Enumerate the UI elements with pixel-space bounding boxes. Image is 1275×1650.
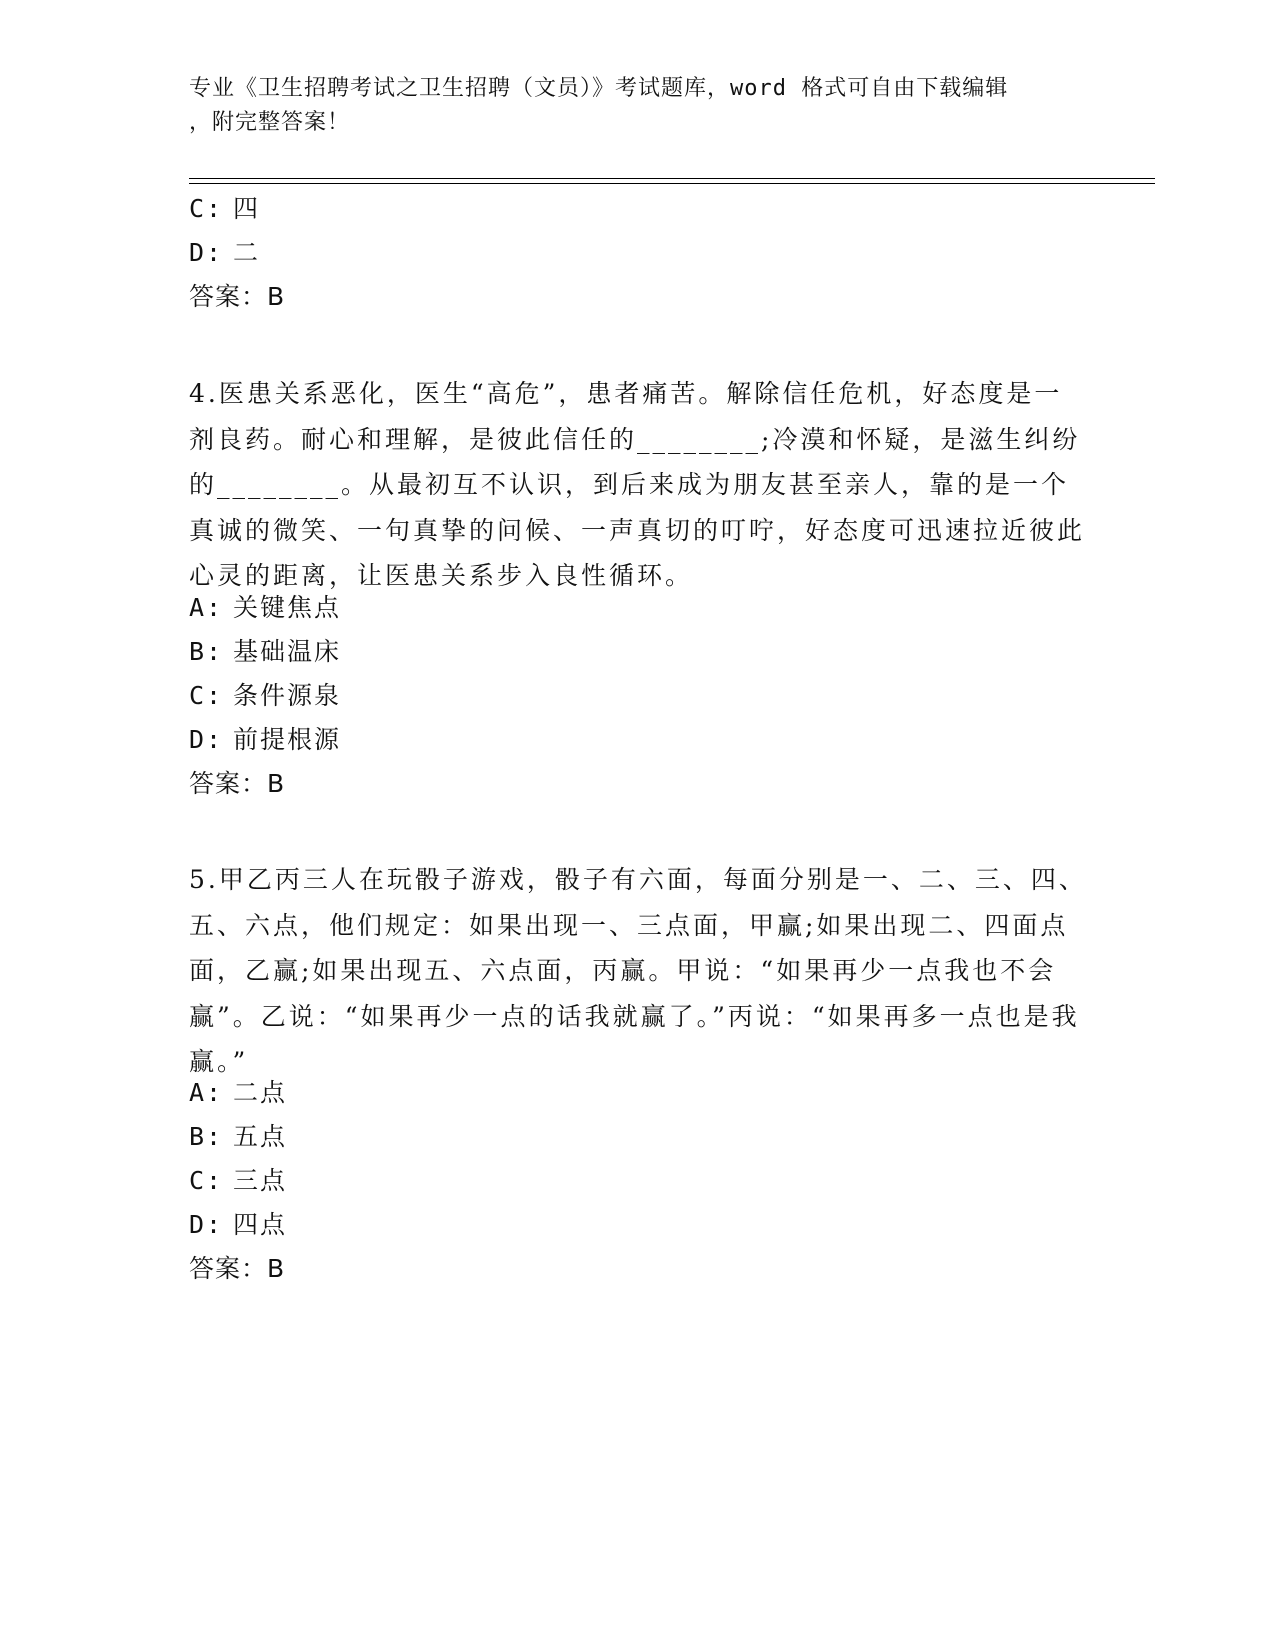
answer-label: 答案：B: [189, 769, 286, 798]
option-text: 五点: [233, 1122, 288, 1151]
option-key: B:: [189, 637, 224, 666]
option-key: B:: [189, 1122, 224, 1151]
option-c: [189, 681, 341, 711]
option-key: C:: [189, 1166, 224, 1195]
option-text: 条件源泉: [233, 681, 342, 710]
option-text: 关键焦点: [233, 593, 342, 622]
header-title-line1: 专业《卫生招聘考试之卫生招聘（文员）》考试题库，word 格式可自由下载编辑: [189, 76, 1009, 101]
option-key: D:: [189, 1210, 224, 1239]
question-5-text: 5.甲乙丙三人在玩骰子游戏，骰子有六面，每面分别是一、二、三、四、五、六点，他们规定：如果出现一、三点面，甲赢;如果出现二、四面点面，乙赢;如果出现五、六点面，丙赢。甲说：“如果再少一点我也不会赢”。乙说：“如果再少一点的话我就赢了。”丙说：“如果再多一点也是我赢。”: [189, 865, 1087, 1076]
option-d: [189, 1210, 287, 1240]
answer-label: 答案：B: [189, 282, 286, 311]
option-key: C:: [189, 681, 224, 710]
document-header: [189, 72, 1089, 140]
option-text: 基础温床: [233, 637, 342, 666]
option-text: 二: [233, 238, 261, 267]
option-text: 三点: [233, 1166, 288, 1195]
option-text: 四点: [233, 1210, 288, 1239]
header-rule-top: [189, 178, 1155, 179]
option-d: [189, 238, 260, 268]
option-key: C:: [189, 194, 224, 223]
option-text: 二点: [233, 1078, 288, 1107]
option-c: [189, 194, 260, 224]
header-title-line2: ，附完整答案！: [189, 110, 351, 135]
option-a: [189, 1078, 287, 1108]
option-key: D:: [189, 725, 224, 754]
option-a: [189, 593, 341, 623]
question-4-text: 4.医患关系恶化，医生“高危”，患者痛苦。解除信任危机，好态度是一剂良药。耐心和理解，是彼此信任的________;冷漠和怀疑，是滋生纠纷的________。从最初互不认识，到后来成为朋友甚至亲人，靠的是一个真诚的微笑、一句真挚的问候、一声真切的叮咛，好态度可迅速拉近彼此心灵的距离，让医患关系步入良性循环。: [189, 379, 1086, 590]
option-b: [189, 1122, 287, 1152]
option-key: D:: [189, 238, 224, 267]
option-text: 前提根源: [233, 725, 342, 754]
option-key: A:: [189, 593, 224, 622]
option-text: 四: [233, 194, 261, 223]
option-key: A:: [189, 1078, 224, 1107]
answer-label: 答案：B: [189, 1254, 286, 1283]
header-rule-bottom: [189, 183, 1155, 184]
option-b: [189, 637, 341, 667]
option-d: [189, 725, 341, 755]
option-c: [189, 1166, 287, 1196]
